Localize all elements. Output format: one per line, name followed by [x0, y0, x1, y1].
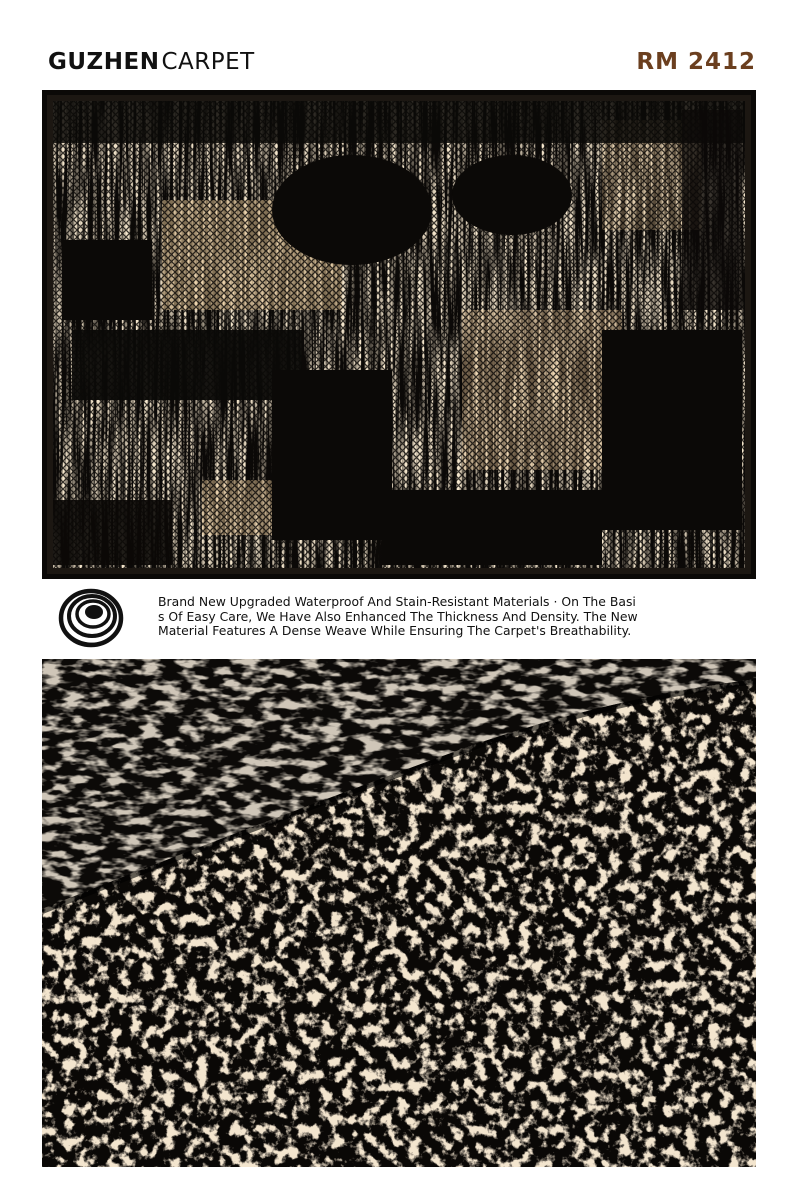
header	[48, 44, 756, 80]
brand-name-light: CARPET	[161, 49, 255, 75]
rug-pattern	[42, 90, 756, 579]
rug-full-view-image	[42, 90, 756, 579]
feature-description: Brand New Upgraded Waterproof And Stain-Resistant Materials · On The Basis Of Easy Care, We Have Also Enhanced The Thickness And Density. The New Material Features A Dense Weave While Ensuring The Carpet's Breathability.	[158, 594, 638, 639]
waterproof-swirl-icon	[58, 582, 128, 652]
model-number: RM 2412	[636, 49, 756, 75]
feature-row	[58, 582, 758, 652]
rug-texture-closeup-image	[42, 659, 756, 1167]
brand-name-bold: GUZHEN	[48, 49, 160, 75]
texture-pattern	[42, 659, 756, 1167]
brand-logo	[48, 49, 255, 75]
